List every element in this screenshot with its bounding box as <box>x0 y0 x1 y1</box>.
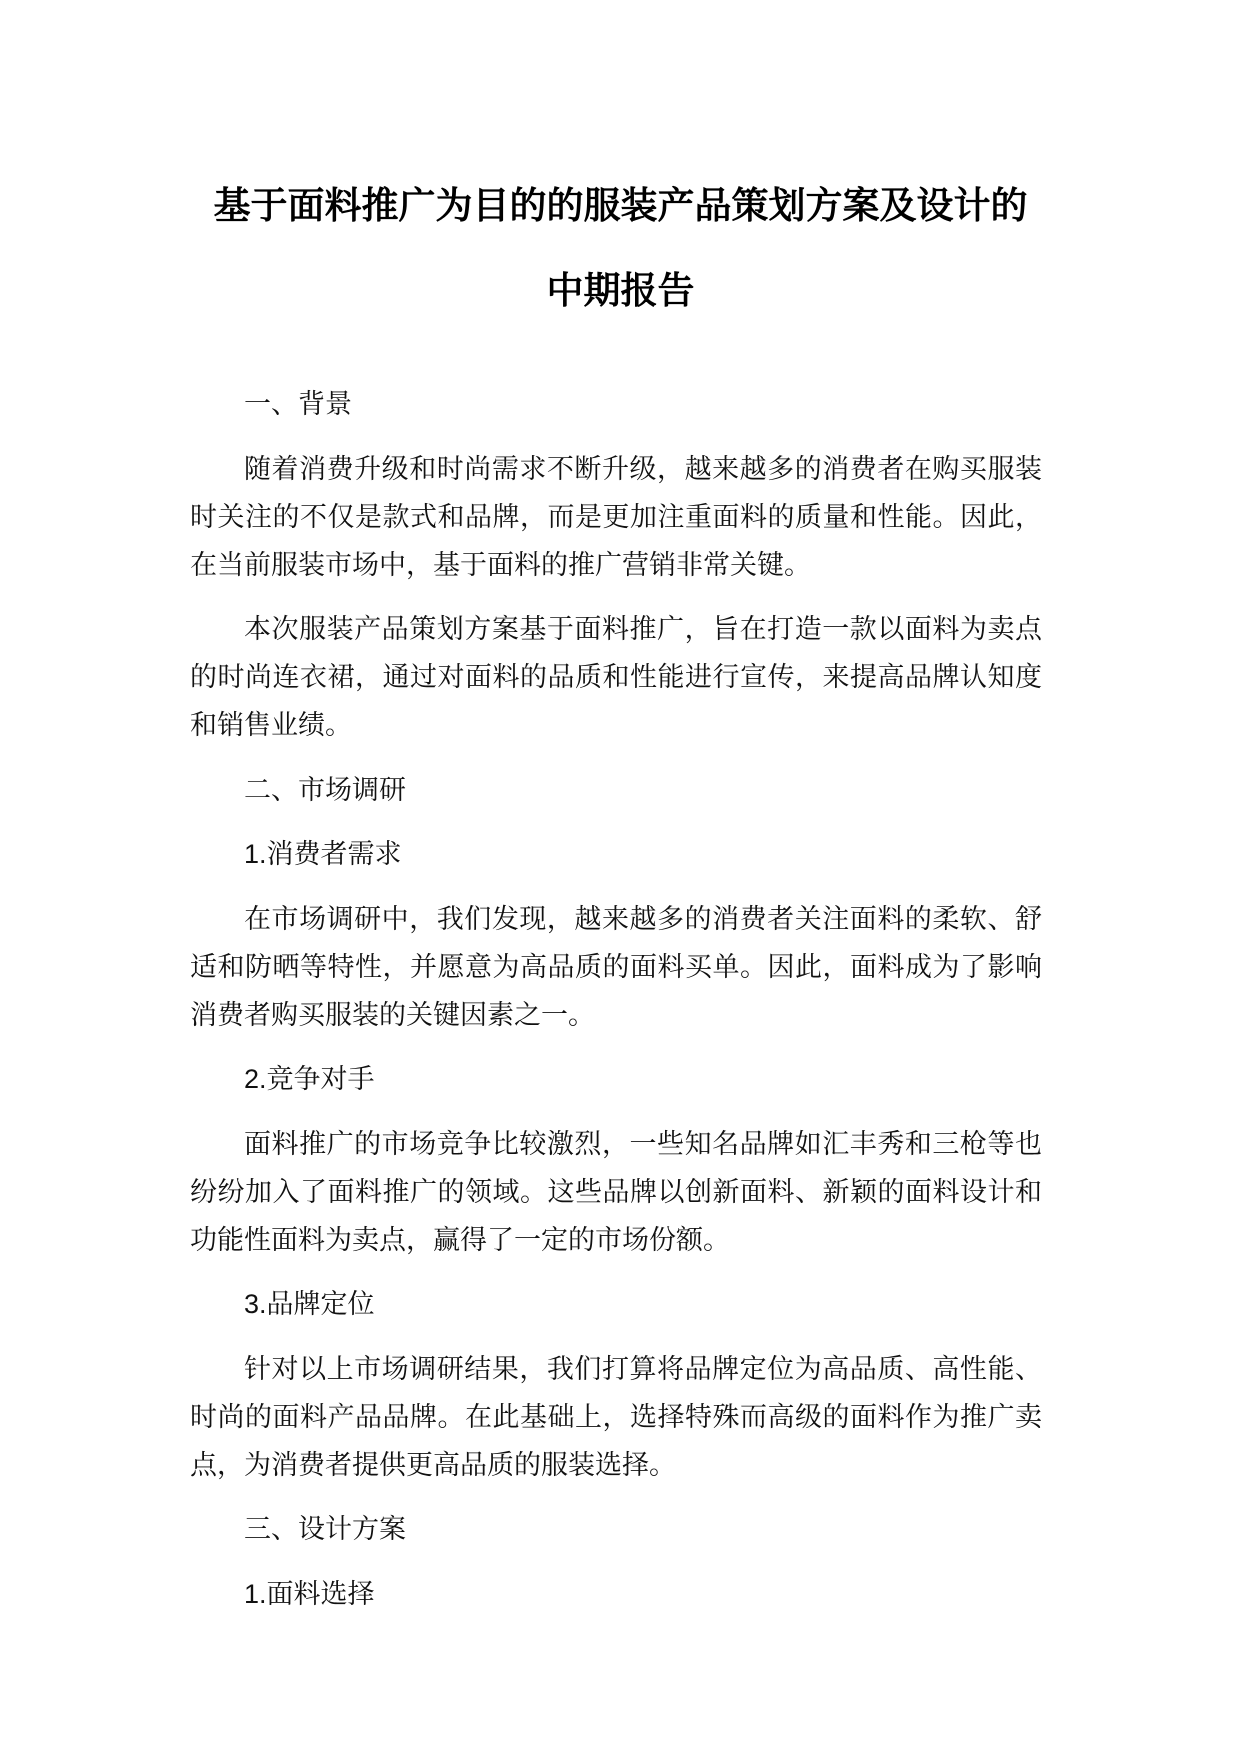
section-heading-background: 一、背景 <box>244 389 352 419</box>
paragraph-line: 时尚的面料产品品牌。在此基础上，选择特殊而高级的面料作为推广卖 <box>190 1401 1042 1432</box>
section-heading-market-research: 二、市场调研 <box>244 774 406 805</box>
paragraph-line: 纷纷加入了面料推广的领域。这些品牌以创新面料、新颖的面料设计和 <box>190 1176 1042 1207</box>
paragraph-line: 在市场调研中，我们发现，越来越多的消费者关注面料的柔软、舒 <box>244 903 1042 934</box>
paragraph-line: 本次服装产品策划方案基于面料推广，旨在打造一款以面料为卖点 <box>244 614 1042 644</box>
paragraph-line: 随着消费升级和时尚需求不断升级，越来越多的消费者在购买服装 <box>244 453 1042 484</box>
subsection-heading-brand-positioning: 3.品牌定位 <box>244 1289 375 1319</box>
paragraph <box>190 445 1042 589</box>
paragraph-line: 针对以上市场调研结果，我们打算将品牌定位为高品质、高性能、 <box>244 1353 1042 1384</box>
subsection-heading-consumer-demand: 1.消费者需求 <box>244 839 402 869</box>
paragraph-line: 适和防晒等特性，并愿意为高品质的面料买单。因此，面料成为了影响 <box>190 951 1042 982</box>
paragraph-line: 和销售业绩。 <box>190 710 352 740</box>
paragraph-line: 点，为消费者提供更高品质的服装选择。 <box>190 1449 676 1480</box>
section-heading-design-plan: 三、设计方案 <box>244 1514 406 1544</box>
paragraph-line: 消费者购买服装的关键因素之一。 <box>190 999 595 1030</box>
paragraph-line: 的时尚连衣裙，通过对面料的品质和性能进行宣传，来提高品牌认知度 <box>190 662 1042 692</box>
paragraph-line: 面料推广的市场竞争比较激烈，一些知名品牌如汇丰秀和三枪等也 <box>244 1128 1042 1159</box>
subsection-heading-competitors: 2.竞争对手 <box>244 1064 375 1094</box>
paragraph <box>190 1120 1042 1264</box>
paragraph <box>190 895 1042 1039</box>
paragraph-line: 在当前服装市场中，基于面料的推广营销非常关键。 <box>190 549 811 580</box>
paragraph <box>190 605 1042 749</box>
paragraph-line: 功能性面料为卖点，赢得了一定的市场份额。 <box>190 1224 730 1255</box>
title-line: 中期报告 <box>546 270 695 311</box>
paragraph-line: 时关注的不仅是款式和品牌，而是更加注重面料的质量和性能。因此， <box>190 501 1042 532</box>
subsection-heading-fabric-selection: 1.面料选择 <box>244 1578 375 1609</box>
document-title <box>0 163 1241 333</box>
paragraph <box>190 1345 1042 1489</box>
document-body <box>190 380 1042 1634</box>
title-line: 基于面料推广为目的的服装产品策划方案及设计的 <box>213 185 1028 226</box>
